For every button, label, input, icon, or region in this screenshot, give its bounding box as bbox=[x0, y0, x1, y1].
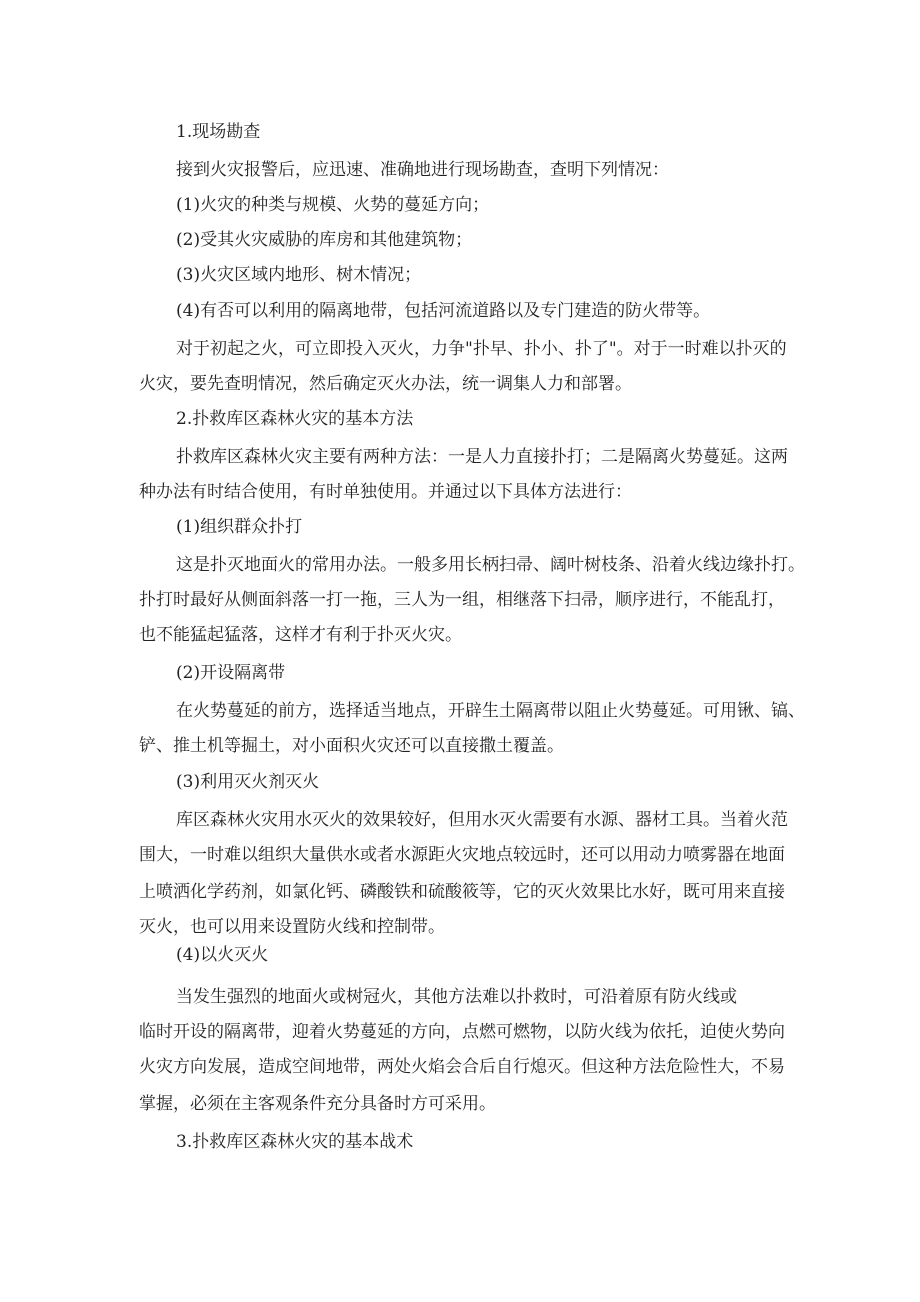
paragraph-line: 扑救库区森林火灾主要有两种方法：一是人力直接扑打；二是隔离火势蔓延。这两 bbox=[176, 447, 788, 467]
paragraph-line: 这是扑灭地面火的常用办法。一般多用长柄扫帚、阔叶树枝条、沿着火线边缘扑打。 bbox=[176, 555, 805, 575]
paragraph-line: 也不能猛起猛落，这样才有利于扑灭火灾。 bbox=[139, 625, 462, 645]
paragraph-line: 围大，一时难以组织大量供水或者水源距火灾地点较远时，还可以用动力喷雾器在地面 bbox=[139, 845, 785, 865]
paragraph-line: 上喷洒化学药剂，如氯化钙、磷酸铁和硫酸筱等，它的灭火效果比水好，既可用来直接 bbox=[139, 882, 785, 902]
paragraph-line: 临时开设的隔离带，迎着火势蔓延的方向，点燃可燃物，以防火线为依托，迫使火势向 bbox=[139, 1022, 785, 1042]
paragraph-line: 掌握，必须在主客观条件充分具备时方可采用。 bbox=[139, 1094, 496, 1114]
paragraph-line: 火灾，要先查明情况，然后确定灭火办法，统一调集人力和部署。 bbox=[139, 374, 632, 394]
section-heading-3: 3.扑救库区森林火灾的基本战术 bbox=[176, 1132, 414, 1152]
paragraph-line: 灭火，也可以用来设置防火线和控制带。 bbox=[139, 917, 445, 937]
subsection-heading-2: (2)开设隔离带 bbox=[176, 663, 286, 683]
paragraph-line: 铲、推土机等掘土，对小面积火灾还可以直接撒土覆盖。 bbox=[139, 736, 564, 756]
paragraph-line: 当发生强烈的地面火或树冠火，其他方法难以扑救时，可沿着原有防火线或 bbox=[176, 987, 737, 1007]
paragraph-line: 库区森林火灾用水灭火的效果较好，但用水灭火需要有水源、器材工具。当着火范 bbox=[176, 810, 788, 830]
section-heading-2: 2.扑救库区森林火灾的基本方法 bbox=[176, 409, 414, 429]
subsection-heading-4: (4)以火灭火 bbox=[176, 945, 269, 965]
list-item-2: (2)受其火灾威胁的库房和其他建筑物； bbox=[176, 230, 473, 250]
paragraph-line: 在火势蔓延的前方，选择适当地点，开辟生土隔离带以阻止火势蔓延。可用锹、镐、 bbox=[176, 701, 805, 721]
list-item-3: (3)火灾区域内地形、树木情况； bbox=[176, 265, 422, 285]
paragraph-line: 接到火灾报警后，应迅速、准确地进行现场勘查，查明下列情况： bbox=[176, 160, 669, 180]
list-item-4: (4)有否可以利用的隔离地带，包括河流道路以及专门建造的防火带等。 bbox=[176, 301, 711, 321]
subsection-heading-1: (1)组织群众扑打 bbox=[176, 517, 303, 537]
paragraph-line: 扑打时最好从侧面斜落一打一拖，三人为一组，相继落下扫帚，顺序进行，不能乱打， bbox=[139, 590, 785, 610]
section-heading-1: 1.现场勘查 bbox=[176, 122, 261, 142]
paragraph-line: 对于初起之火，可立即投入灭火，力争"扑早、扑小、扑了"。对于一时难以扑灭的 bbox=[176, 339, 787, 359]
paragraph-line: 种办法有时结合使用，有时单独使用。并通过以下具体方法进行： bbox=[139, 482, 632, 502]
paragraph-line: 火灾方向发展，造成空间地带，两处火焰会合后自行熄灭。但这种方法危险性大，不易 bbox=[139, 1057, 785, 1077]
subsection-heading-3: (3)利用灭火剂灭火 bbox=[176, 772, 320, 792]
list-item-1: (1)火灾的种类与规模、火势的蔓延方向； bbox=[176, 195, 490, 215]
